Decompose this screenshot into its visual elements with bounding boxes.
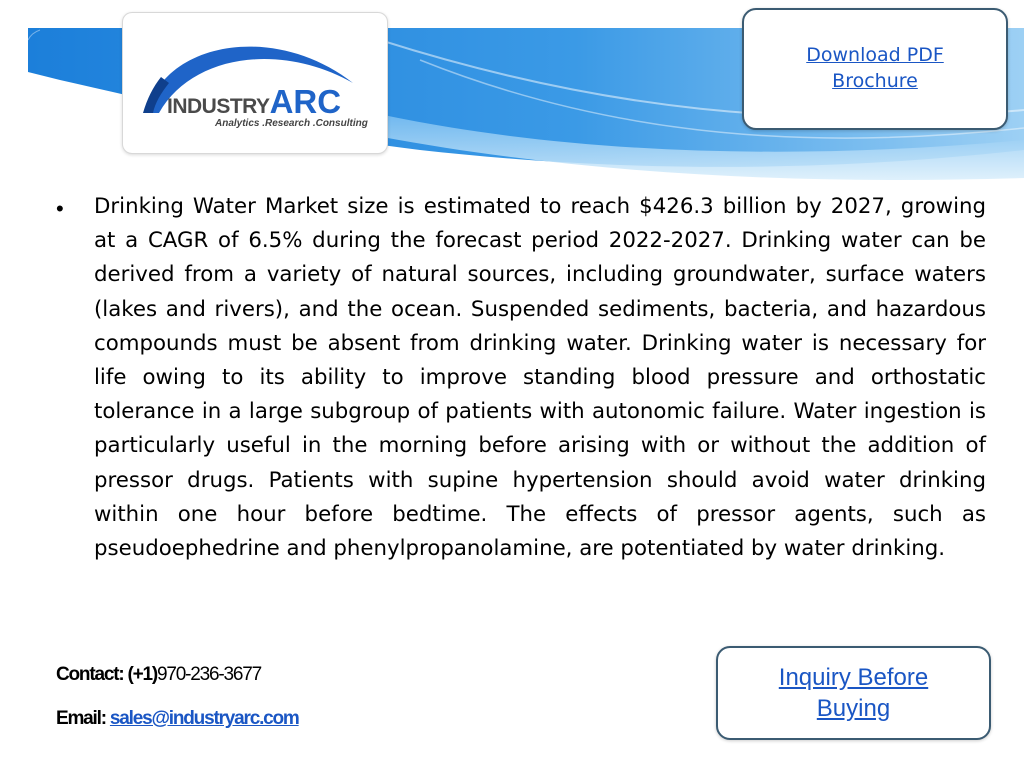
download-pdf-button[interactable] (742, 8, 1008, 130)
download-pdf-link[interactable]: Download PDF Brochure (806, 44, 944, 92)
logo-tagline: Analytics .Research .Consulting (215, 118, 368, 129)
inquiry-button[interactable] (716, 646, 991, 740)
inquiry-link[interactable]: Inquiry Before Buying (778, 663, 929, 722)
email-link[interactable]: sales@industryarc.com (109, 708, 299, 729)
logo-wordmark (167, 83, 341, 121)
market-description: Drinking Water Market size is estimated to reach $426.3 billion by 2027, growing at a CAGR of 6.5% during the forecast period 2022-2027. Drinking water can be derived from a variety of natural sources, including groundwater, surface waters (lakes and rivers), and the ocean. Suspended sediments, bacteria, and hazardous compounds must be absent from drinking water. Drinking water is necessary for life owing to its ability to improve standing blood pressure and orthostatic tolerance in a large subgroup of patients with autonomic failure. Water ingestion is particularly useful in the morning before arising with or without the addition of pressor drugs. Patients with supine hypertension should avoid water drinking within one hour before bedtime. The effects of pressor agents, such as pseudoephedrine and phenylpropanolamine, are potentiated by water drinking. (94, 194, 986, 562)
contact-label: Contact: (+1) (56, 664, 158, 685)
bullet-icon: • (56, 196, 64, 221)
logo-name-prefix: INDUSTRY (167, 95, 270, 118)
contact-number: 970-236-3677 (157, 664, 261, 685)
company-logo (122, 12, 388, 154)
main-content (56, 190, 986, 566)
email-label: Email: (56, 708, 106, 729)
contact-email (56, 708, 299, 730)
contact-phone (56, 664, 261, 686)
logo-name-suffix: ARC (269, 83, 342, 120)
